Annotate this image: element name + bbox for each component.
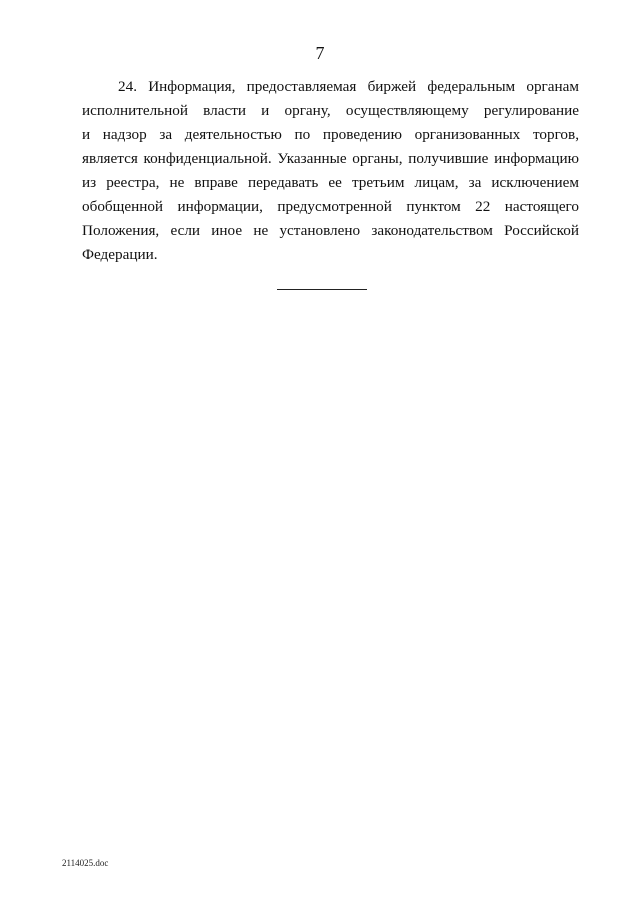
- paragraph-line: из реестра, не вправе передавать ее третьим лицам, за исключением: [82, 174, 579, 191]
- paragraph-line: исполнительной власти и органу, осуществляющему регулирование: [82, 102, 579, 119]
- paragraph-line: обобщенной информации, предусмотренной пунктом 22 настоящего: [82, 198, 579, 215]
- section-end-divider: [277, 289, 367, 290]
- page-number: 7: [315, 43, 325, 63]
- paragraph-line: Положения, если иное не установлено законодательством Российской: [82, 222, 579, 239]
- paragraph-line: Федерации.: [82, 246, 158, 263]
- paragraph-line: и надзор за деятельностью по проведению организованных торгов,: [82, 126, 579, 143]
- paragraph-line: 24. Информация, предоставляемая биржей федеральным органам: [118, 78, 579, 95]
- footer-doc-id: 2114025.doc: [62, 858, 109, 868]
- paragraph-24: [82, 75, 579, 267]
- paragraph-line: является конфиденциальной. Указанные органы, получившие информацию: [82, 150, 579, 167]
